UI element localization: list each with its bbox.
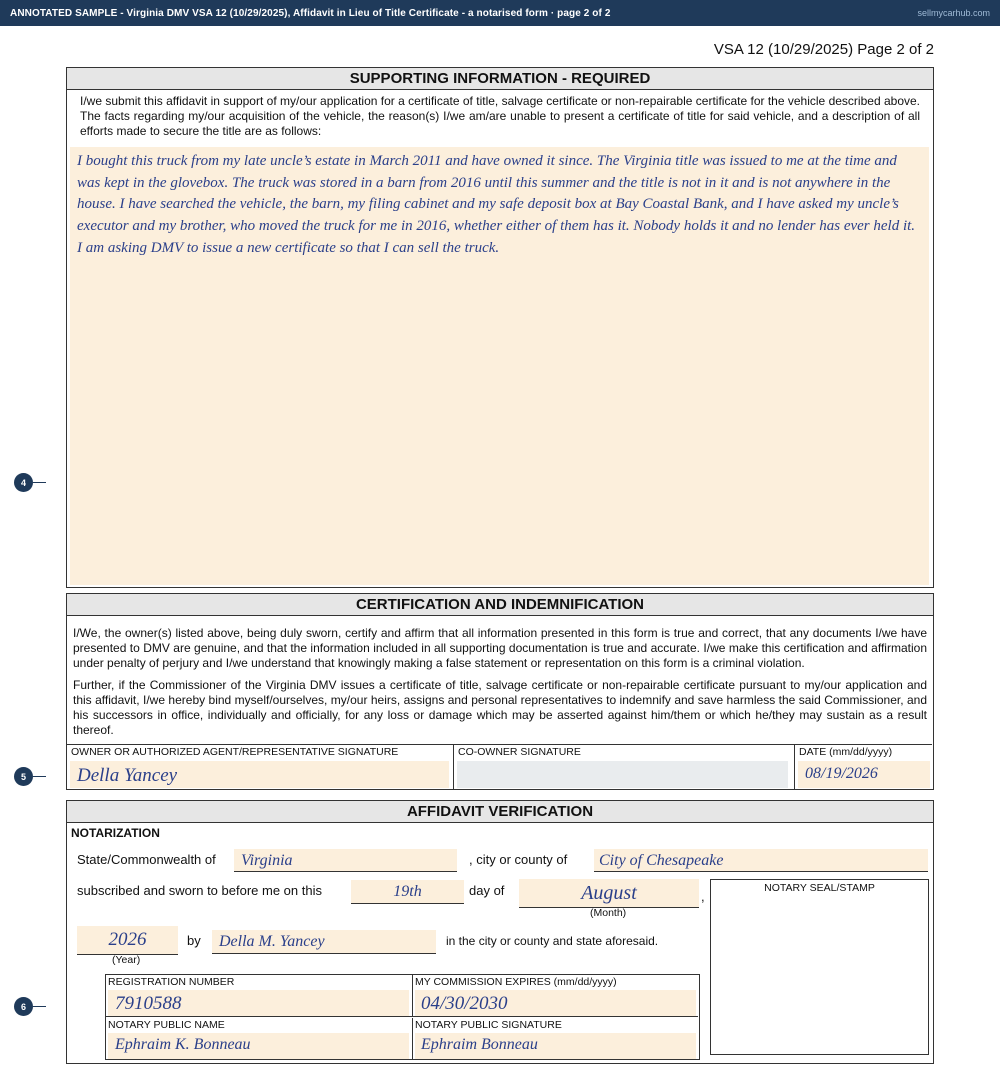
owner-signature-cell (67, 745, 453, 789)
day-field[interactable] (351, 880, 464, 904)
supporting-answer-field[interactable]: I bought this truck from my late uncle’s estate in March 2011 and have owned it since. The Virginia title was issued to me at the time and was kept in the glovebox. The truck was stored in a barn from 2016 until this summer and the title is not in it and is not anywhere in the house. I have searched the vehicle, the barn, my filing cabinet and my safe deposit box at Bay Coastal Bank, and I have asked my uncle’s executor and my brother, who moved the truck for me in 2016, whether either of them has it. Nobody holds it and no lender has ever held it. I am asking DMV to issue a new certificate so that I can sell the truck. (70, 147, 929, 585)
annotation-marker-line (33, 482, 46, 483)
by-label: by (187, 933, 201, 948)
supporting-information-title: SUPPORTING INFORMATION - REQUIRED (67, 68, 933, 90)
registration-cell (106, 975, 413, 1017)
city-value: City of Chesapeake (599, 852, 724, 869)
top-banner (0, 0, 1000, 26)
owner-signature-field[interactable] (70, 761, 449, 788)
annotation-marker-6: 6 (14, 997, 33, 1016)
notary-name-field[interactable] (108, 1033, 409, 1059)
registration-label: REGISTRATION NUMBER (108, 976, 235, 988)
notary-name-cell (106, 1018, 413, 1060)
owner-signature-label: OWNER OR AUTHORIZED AGENT/REPRESENTATIVE SIGNATURE (71, 746, 399, 758)
affidavit-verification-section (66, 800, 934, 1064)
coowner-signature-label: CO-OWNER SIGNATURE (458, 746, 581, 758)
certification-title: CERTIFICATION AND INDEMNIFICATION (67, 594, 933, 616)
state-value: Virginia (241, 852, 293, 869)
notary-name-value: Ephraim K. Bonneau (115, 1036, 251, 1053)
owner-signature-value: Della Yancey (77, 765, 178, 786)
date-field[interactable] (798, 761, 930, 788)
commission-field[interactable] (415, 990, 696, 1016)
date-cell (794, 745, 932, 789)
day-value: 19th (393, 883, 422, 900)
date-comma: , (701, 889, 705, 904)
by-value: Della M. Yancey (219, 933, 325, 950)
notary-details-grid (105, 974, 700, 1060)
supporting-information-section (66, 67, 934, 588)
certification-paragraph-2: Further, if the Commissioner of the Virginia DMV issues a certificate of title, salvage certificate or non-repairable certificate pursuant to my/our application and this affidavit, I/we hereby bind myself/ourselves, my/our heirs, assigns and personal representatives to indemnify and save harmless the said Commissioner, and his successors in office, individually and officially, for any loss or damage which may be asserted against him/them or which he/they may sustain as a result thereof. (73, 678, 927, 737)
notary-name-label: NOTARY PUBLIC NAME (108, 1019, 225, 1031)
annotation-marker-5: 5 (14, 767, 33, 786)
banner-site: sellmycarhub.com (917, 8, 990, 18)
certification-paragraph-1: I/We, the owner(s) listed above, being duly sworn, certify and affirm that all information presented in this form is true and correct, that any documents I/we have presented to DMV are genuine, and that the information included in all supporting documentation is true and accurate. I/we make this certification and affirmation under penalty of perjury and I/we understand that knowingly making a false statement or representation on this form is a criminal violation. (73, 626, 927, 670)
coowner-signature-cell (453, 745, 794, 789)
certification-section (66, 593, 934, 790)
aforesaid-label: in the city or county and state aforesaid. (446, 934, 659, 948)
signature-row (67, 744, 932, 789)
by-field[interactable] (212, 930, 436, 954)
registration-value: 7910588 (115, 993, 182, 1014)
year-value: 2026 (108, 929, 147, 950)
month-value: August (581, 882, 637, 904)
commission-value: 04/30/2030 (421, 993, 508, 1014)
annotation-marker-4: 4 (14, 473, 33, 492)
affidavit-verification-title: AFFIDAVIT VERIFICATION (67, 801, 933, 823)
coowner-signature-field[interactable] (457, 761, 788, 788)
state-field[interactable] (234, 849, 457, 872)
notary-seal-box (710, 879, 929, 1055)
banner-title: ANNOTATED SAMPLE - Virginia DMV VSA 12 (10/29/2025), Affidavit in Lieu of Title Certificate - a notarised form · page 2 of 2 (10, 7, 611, 19)
month-caption: (Month) (590, 907, 627, 919)
notary-signature-value: Ephraim Bonneau (421, 1036, 538, 1053)
sworn-label: subscribed and sworn to before me on this (77, 883, 322, 898)
notary-seal-label: NOTARY SEAL/STAMP (764, 882, 875, 894)
notary-signature-label: NOTARY PUBLIC SIGNATURE (415, 1019, 562, 1031)
annotation-marker-line (33, 776, 46, 777)
year-caption: (Year) (112, 954, 141, 966)
month-field[interactable] (519, 879, 699, 908)
day-of-label: day of (469, 883, 505, 898)
year-field[interactable] (77, 926, 178, 955)
commission-label: MY COMMISSION EXPIRES (mm/dd/yyyy) (415, 976, 617, 988)
date-value: 08/19/2026 (805, 765, 878, 782)
registration-field[interactable] (108, 990, 409, 1016)
date-label: DATE (mm/dd/yyyy) (799, 746, 893, 758)
notary-signature-cell (413, 1018, 698, 1060)
city-label: , city or county of (469, 852, 568, 867)
annotation-marker-line (33, 1006, 46, 1007)
city-field[interactable] (594, 849, 928, 872)
commission-cell (413, 975, 698, 1017)
notary-signature-field[interactable] (415, 1033, 696, 1059)
notarization-label: NOTARIZATION (71, 826, 160, 840)
state-label: State/Commonwealth of (77, 852, 216, 867)
page-header: VSA 12 (10/29/2025) Page 2 of 2 (713, 41, 934, 58)
supporting-intro-text: I/we submit this affidavit in support of my/our application for a certificate of title, salvage certificate or non-repairable certificate for the vehicle described above. The facts regarding my/our acquisition of the vehicle, the reason(s) I/we am/are unable to present a certificate of title for said vehicle, and a description of all efforts made to secure the title are as follows: (80, 94, 920, 138)
